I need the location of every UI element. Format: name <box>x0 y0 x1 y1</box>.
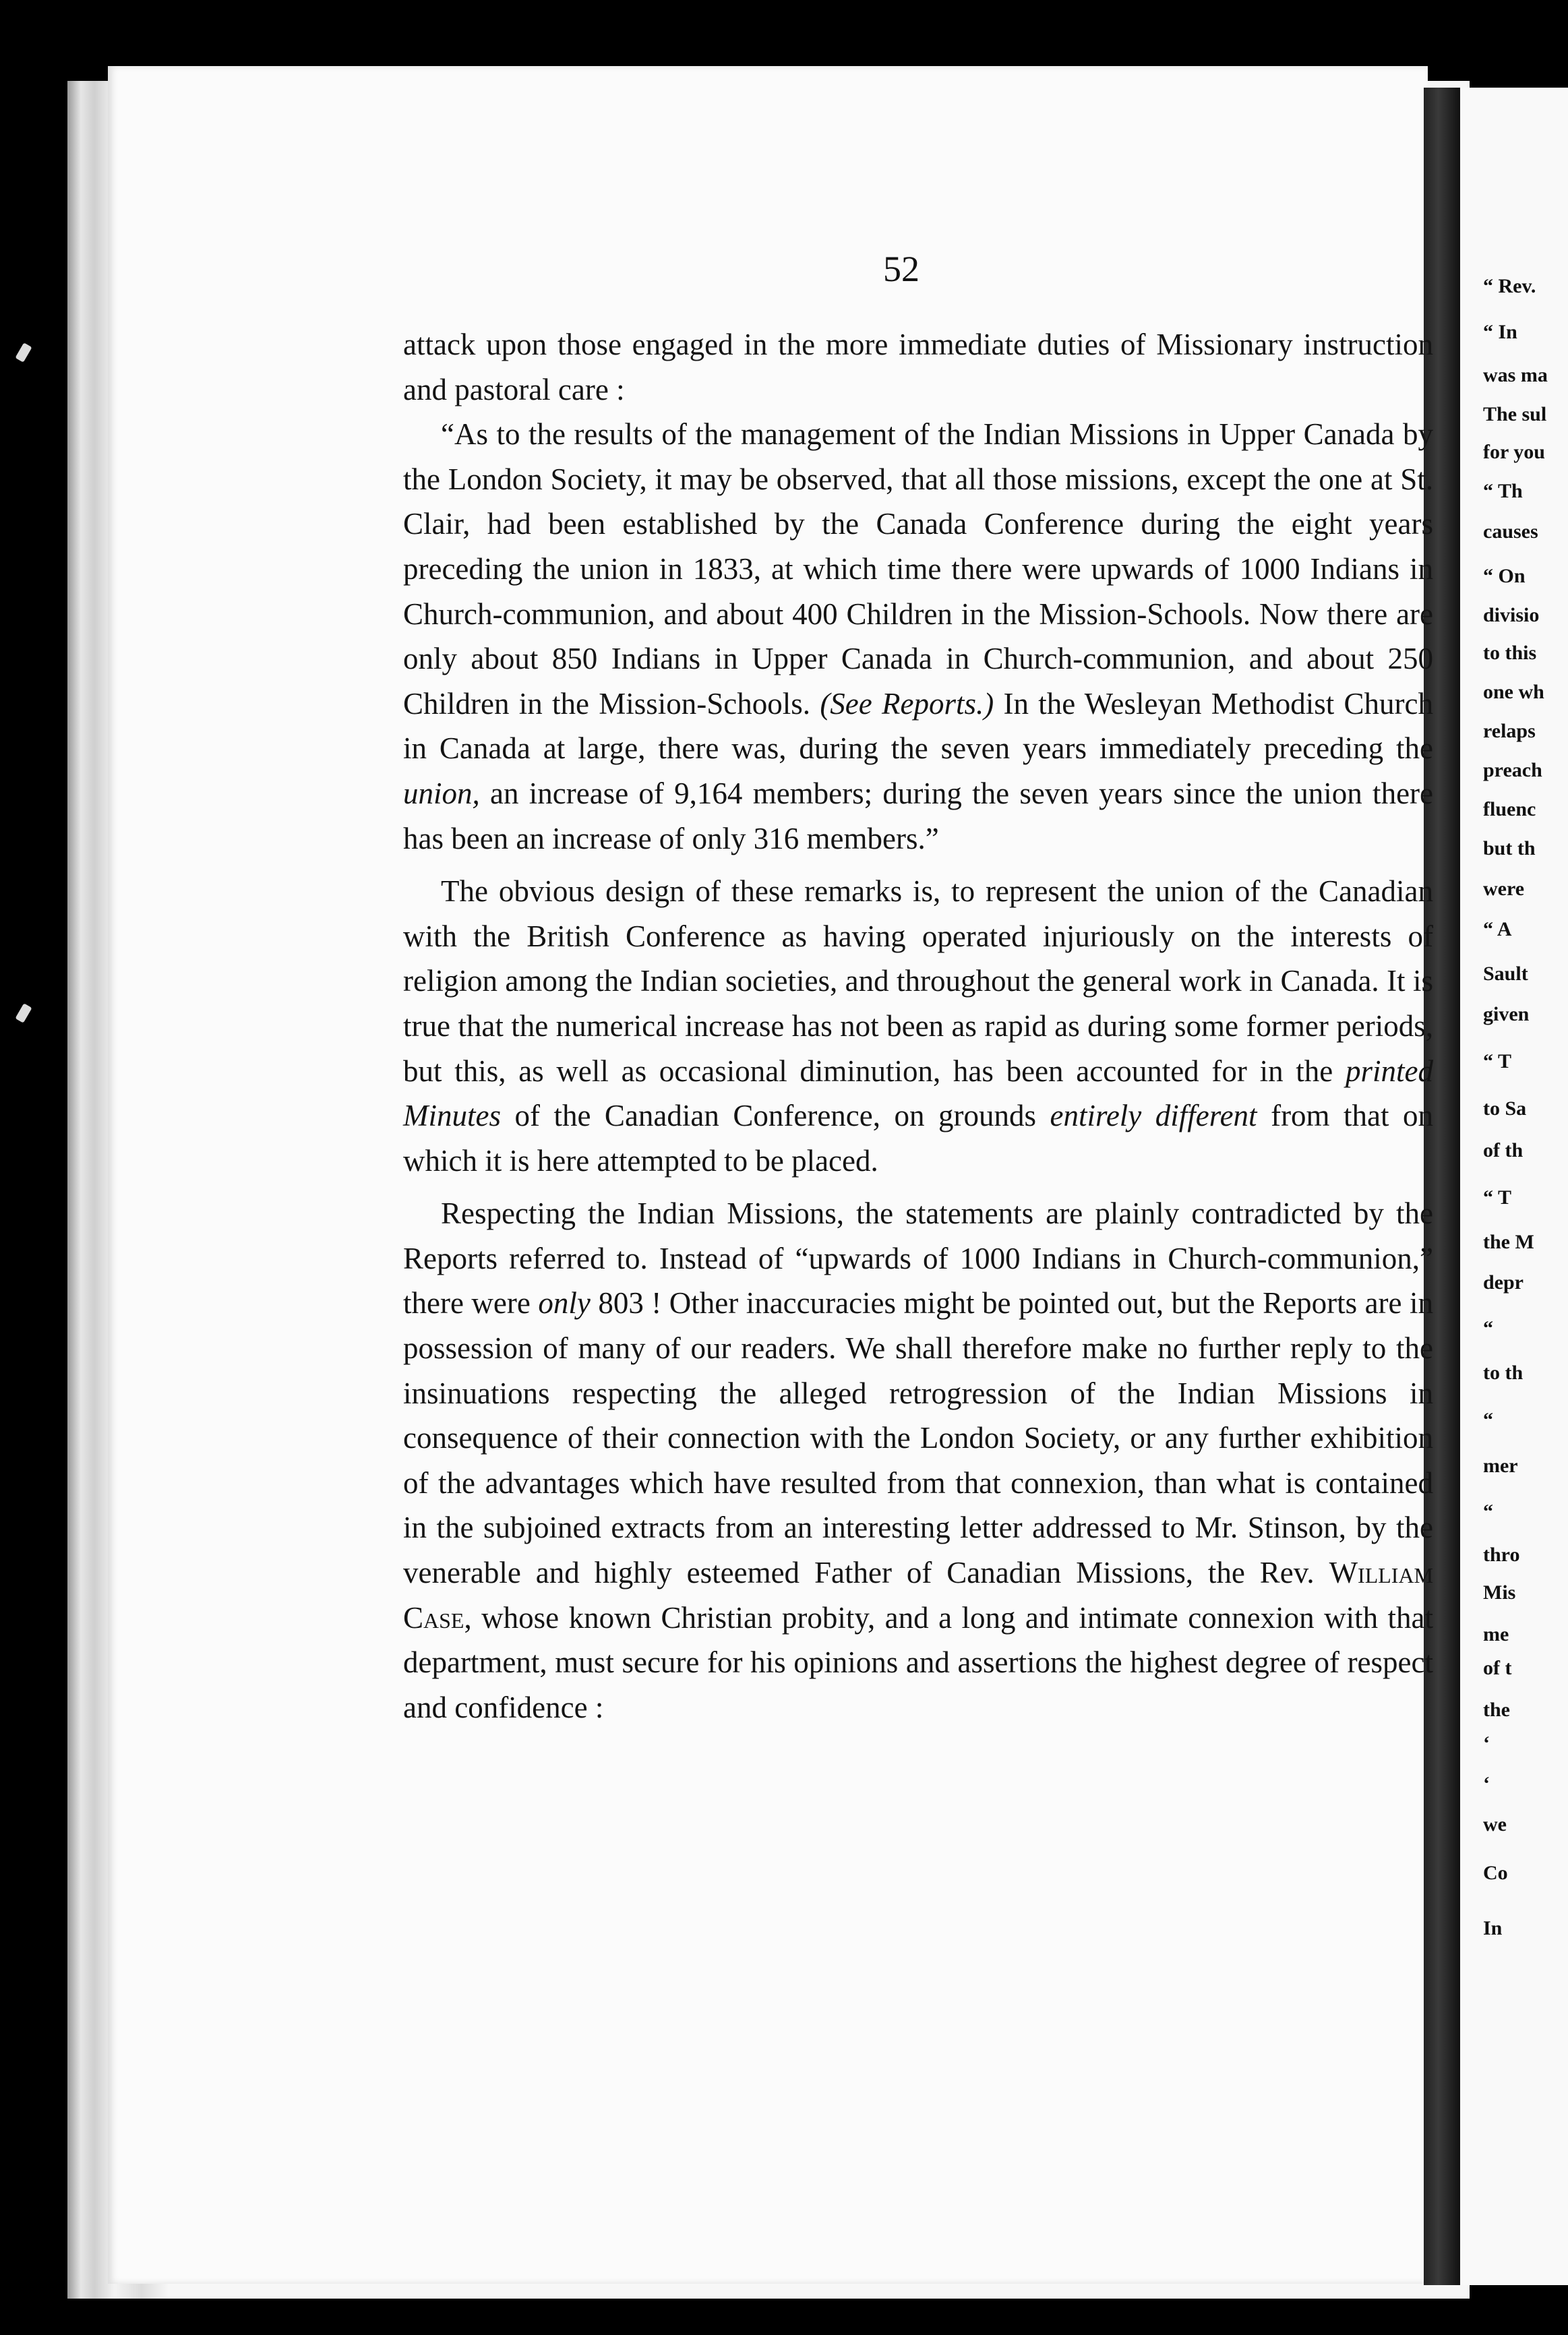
adjacent-page-line: of t <box>1483 1657 1512 1679</box>
paragraph-text: “As to the results of the management of the Indian Missions in Upper Canada by the London Society, it may be observed, that all those missions, except the one at St. Clair, had been established by the Canada Conference during the eight years preceding the union in 1833, at which time there were upwards of 1000 Indians in Church-communion, and about 400 Children in the Mission-Schools. Now there are only about 850 Indians in Upper Canada in Church-communion, and about 250 Children in the Mission-Schools. <box>403 417 1433 721</box>
adjacent-page-line: to th <box>1483 1362 1524 1384</box>
paragraph <box>403 1191 1433 1730</box>
adjacent-page-line: was ma <box>1483 364 1548 386</box>
adjacent-page-line: the M <box>1483 1231 1534 1253</box>
adjacent-page-line: “ Rev. <box>1483 275 1536 297</box>
adjacent-page-line: causes <box>1483 520 1538 543</box>
adjacent-page-line: thro <box>1483 1544 1520 1566</box>
adjacent-page <box>1460 88 1568 2285</box>
reports-reference: (See Reports.) <box>820 686 994 721</box>
paragraph <box>403 869 1433 1183</box>
emphasis: entirely different <box>1050 1099 1257 1133</box>
body-text <box>403 322 1433 1730</box>
emphasis: printed Minutes <box>403 1054 1433 1133</box>
page-number: 52 <box>883 249 919 289</box>
adjacent-page-line: one wh <box>1483 681 1544 703</box>
adjacent-page-line: ‘ <box>1483 1773 1490 1795</box>
adjacent-page-line: depr <box>1483 1271 1524 1294</box>
paragraph-text: of the Canadian Conference, on grounds <box>514 1099 1036 1133</box>
adjacent-page-line: preach <box>1483 759 1542 781</box>
adjacent-page-line: “ In <box>1483 321 1517 343</box>
adjacent-page-line: “ <box>1483 1500 1493 1523</box>
adjacent-page-line: divisio <box>1483 604 1540 626</box>
adjacent-page-line: The sul <box>1483 403 1547 425</box>
paragraph-continuation <box>403 322 1433 412</box>
paragraph-text: whose known Christian probity, and a long and intimate connexion with that department, must secure for his opinions and assertions the highest degree of respect and confidence : <box>403 1600 1433 1724</box>
adjacent-page-line: given <box>1483 1003 1530 1025</box>
adjacent-page-line: “ T <box>1483 1186 1511 1209</box>
adjacent-page-line: Mis <box>1483 1581 1516 1604</box>
adjacent-page-line: but th <box>1483 837 1536 859</box>
adjacent-page-line: for you <box>1483 441 1545 463</box>
adjacent-page-line: “ <box>1483 1409 1493 1431</box>
adjacent-page-line: “ T <box>1483 1050 1511 1072</box>
adjacent-page-line: In <box>1483 1917 1503 1939</box>
emphasis: only <box>538 1286 591 1321</box>
adjacent-page-line: “ A <box>1483 918 1512 940</box>
adjacent-page-line: Co <box>1483 1862 1508 1884</box>
adjacent-page-line: “ Th <box>1483 480 1523 502</box>
adjacent-page-line: mer <box>1483 1455 1518 1477</box>
adjacent-page-line: were <box>1483 878 1525 900</box>
paragraph-text: from that on which it is here attempted to be placed. <box>403 1099 1434 1178</box>
adjacent-page-line: the <box>1483 1699 1510 1721</box>
adjacent-page-line: Sault <box>1483 963 1528 985</box>
paragraph-text: In the Wesleyan Methodist Church in Canada at large, there was, during the seven years immediately preceding the <box>403 686 1433 766</box>
quoted-paragraph <box>403 412 1433 861</box>
paragraph-text: Respecting the Indian Missions, the statements are plainly contradicted by the Reports referred to. Instead of “upwards of 1000 Indians in Church-communion,” there were <box>403 1196 1433 1321</box>
adjacent-page-line: me <box>1483 1623 1509 1645</box>
paragraph-text: an increase of 9,164 members; during the seven years since the union there has been an increase of only 316 members.” <box>403 776 1433 855</box>
margin-mark <box>15 342 32 363</box>
adjacent-page-line: ‘ <box>1483 1732 1490 1755</box>
adjacent-page-line: to this <box>1483 642 1537 664</box>
paragraph-text: 803 ! Other inaccuracies might be pointed out, but the Reports are in possession of many of our readers. We shall therefore make no further reply to the insinuations respecting the alleged retrogression of the Indian Missions in consequence of their connection with the London Society, or any further exhibition of the advantages which have resulted from that connexion, than what is contained in the subjoined extracts from an interesting letter addressed to Mr. Stinson, by the venerable and highly esteemed Father of Canadian Missions, the Rev. <box>403 1286 1433 1590</box>
adjacent-page-line: fluenc <box>1483 798 1536 820</box>
adjacent-page-line: of th <box>1483 1139 1524 1161</box>
margin-mark <box>15 1003 32 1023</box>
adjacent-page-line: to Sa <box>1483 1097 1527 1120</box>
adjacent-page-line: “ On <box>1483 565 1526 587</box>
paragraph-text: The obvious design of these remarks is, to represent the union of the Canadian with the British Conference as having operated injuriously on the interests of religion among the Indian societies, and throughout the general work in Canada. It is true that the numerical increase has not been as rapid as during some former periods, but this, as well as occasional diminution, has been accounted for in the <box>403 874 1433 1088</box>
emphasis: union, <box>403 776 480 810</box>
adjacent-page-line: “ <box>1483 1317 1493 1339</box>
adjacent-page-line: we <box>1483 1813 1507 1836</box>
paragraph-text: attack upon those engaged in the more immediate duties of Missionary instruction and pastoral care : <box>403 328 1433 406</box>
author-name: William Case, <box>403 1556 1434 1635</box>
adjacent-page-line: relaps <box>1483 720 1536 742</box>
